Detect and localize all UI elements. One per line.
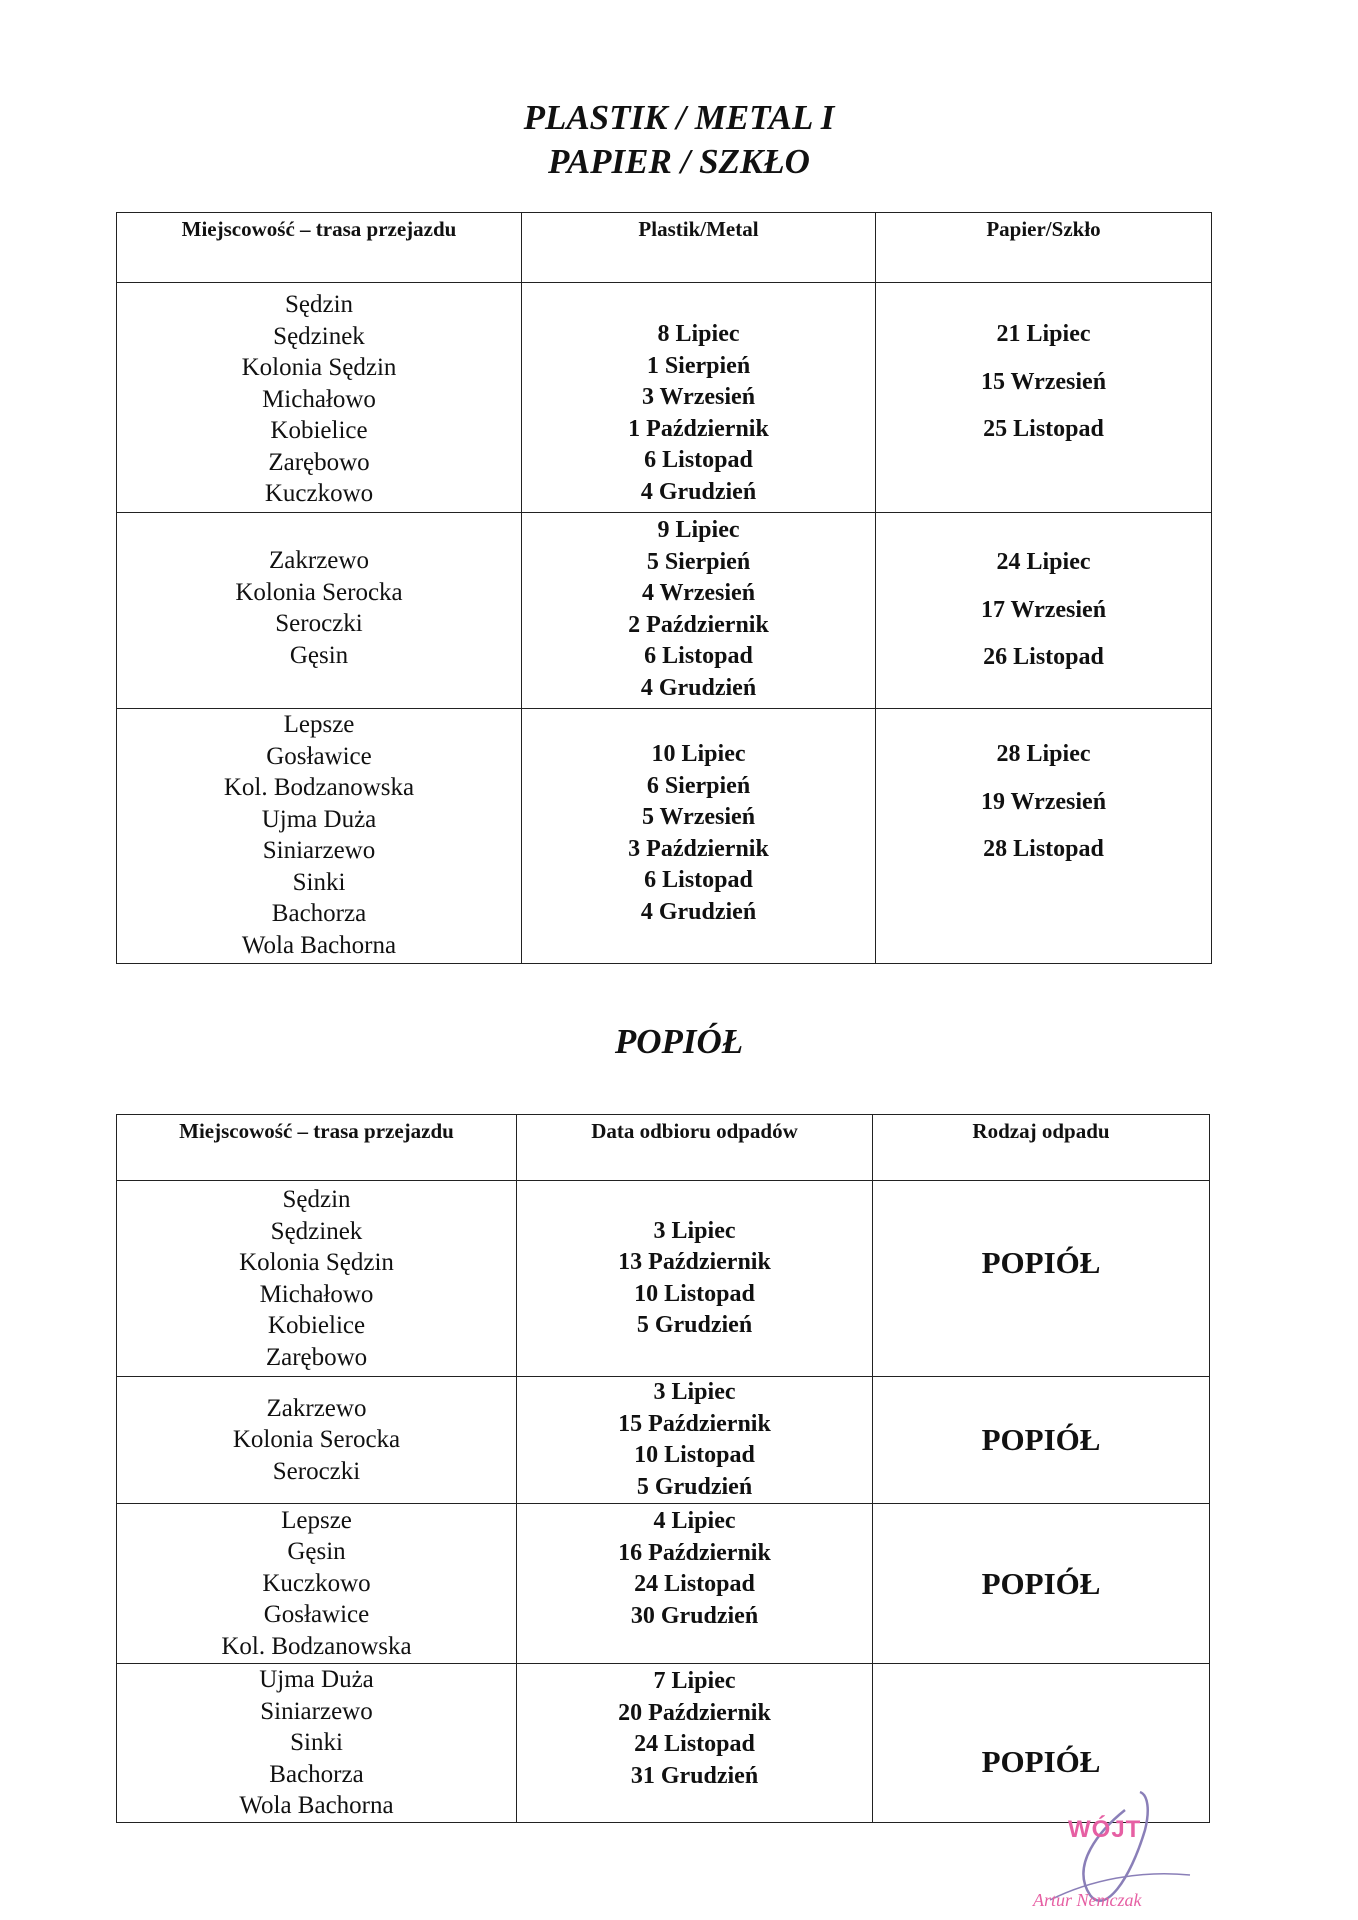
places-cell — [117, 513, 522, 709]
stamp-title: WÓJT — [1068, 1816, 1142, 1843]
places-cell — [117, 1181, 517, 1377]
plastic-dates-cell — [522, 709, 876, 964]
dates-cell — [517, 1664, 873, 1823]
place-name: Zarębowo — [265, 1343, 368, 1371]
waste-type: POPIÓŁ — [981, 1422, 1101, 1457]
date: 10 Listopad — [634, 1442, 755, 1468]
waste-type: POPIÓŁ — [981, 1565, 1101, 1601]
date: 24 Listopad — [634, 1731, 755, 1757]
place-name: Kol. Bodzanowska — [223, 774, 415, 801]
plastic-dates-cell — [522, 283, 876, 513]
date: 15 Październik — [618, 1410, 771, 1437]
date: 5 Grudzień — [636, 1473, 753, 1500]
place-name: Seroczki — [272, 1457, 361, 1485]
date: 24 Lipiec — [996, 549, 1091, 575]
date: 28 Listopad — [983, 836, 1104, 862]
place-name: Zakrzewo — [266, 1394, 367, 1422]
place-name: Ujma Duża — [261, 805, 377, 833]
place-name: Sinki — [292, 868, 346, 896]
places-cell — [117, 283, 522, 513]
place-name: Kobielice — [270, 417, 368, 444]
dates-cell — [517, 1377, 873, 1504]
place-name: Sędzinek — [273, 322, 365, 350]
date: 5 Wrzesień — [641, 804, 756, 830]
place-name: Kolonia Sędzin — [239, 1249, 394, 1276]
date: 26 Listopad — [983, 644, 1104, 670]
place-name: Kuczkowo — [264, 480, 374, 507]
date: 1 Sierpień — [646, 352, 751, 379]
stamp-name: Artur Nemczak — [1033, 1890, 1142, 1910]
date: 7 Lipiec — [653, 1668, 736, 1694]
place-name: Zarębowo — [268, 448, 370, 476]
table-row — [117, 1377, 1210, 1504]
dates-cell — [517, 1504, 873, 1664]
place-name: Seroczki — [275, 610, 363, 637]
header-location: Miejscowość – trasa przejazdu — [117, 1115, 517, 1181]
table-row — [117, 1504, 1210, 1664]
place-name: Ujma Duża — [259, 1666, 374, 1693]
date: 9 Lipiec — [657, 517, 740, 543]
place-name: Sędzinek — [270, 1217, 363, 1245]
date: 10 Lipiec — [651, 741, 746, 767]
date: 24 Listopad — [634, 1571, 755, 1597]
places-cell — [117, 1664, 517, 1823]
date: 20 Październik — [618, 1699, 771, 1726]
waste-type-cell — [873, 1377, 1210, 1504]
waste-type-cell — [873, 1181, 1210, 1377]
place-name: Kolonia Serocka — [235, 578, 403, 606]
date: 6 Listopad — [644, 447, 753, 473]
place-name: Gosławice — [263, 1601, 370, 1629]
date: 5 Sierpień — [646, 548, 751, 575]
date: 30 Grudzień — [630, 1602, 759, 1629]
date: 6 Listopad — [644, 867, 753, 893]
place-name: Gęsin — [287, 1538, 346, 1566]
date: 28 Lipiec — [996, 741, 1091, 767]
header-plastic-metal: Plastik/Metal — [522, 213, 876, 283]
date: 19 Wrzesień — [980, 788, 1107, 815]
plastic-dates-cell — [522, 513, 876, 709]
dates-cell — [517, 1181, 873, 1377]
table-row — [117, 513, 1212, 709]
place-name: Wola Bachorna — [239, 1792, 394, 1819]
paper-dates-cell — [876, 513, 1212, 709]
places-cell — [117, 1504, 517, 1664]
place-name: Sędzin — [284, 291, 354, 318]
section1-title-line2: PAPIER / SZKŁO — [548, 142, 810, 181]
date: 17 Wrzesień — [980, 596, 1107, 623]
place-name: Lepsze — [281, 1506, 352, 1534]
paper-dates-cell — [876, 283, 1212, 513]
place-name: Siniarzewo — [260, 1697, 373, 1725]
place-name: Kolonia Serocka — [232, 1426, 401, 1454]
header-pickup-date: Data odbioru odpadów — [517, 1115, 873, 1181]
place-name: Gęsin — [289, 641, 349, 669]
date: 31 Grudzień — [630, 1762, 759, 1789]
place-name: Sędzin — [282, 1186, 351, 1213]
date: 3 Październik — [628, 835, 769, 862]
date: 2 Październik — [628, 611, 769, 638]
date: 4 Grudzień — [640, 674, 757, 701]
date: 13 Październik — [618, 1249, 771, 1275]
date: 15 Wrzesień — [980, 368, 1107, 395]
waste-type-cell — [873, 1504, 1210, 1664]
date: 4 Wrzesień — [641, 580, 756, 606]
place-name: Gosławice — [266, 742, 372, 770]
waste-type: POPIÓŁ — [981, 1245, 1101, 1280]
place-name: Bachorza — [269, 1760, 364, 1788]
place-name: Sinki — [290, 1729, 343, 1756]
table-row — [117, 709, 1212, 964]
section1-title-line1: PLASTIK / METAL I — [523, 98, 835, 137]
table-row — [117, 1181, 1210, 1377]
ash-table — [116, 1114, 1210, 1823]
place-name: Siniarzewo — [262, 837, 376, 864]
date: 21 Lipiec — [996, 321, 1091, 347]
date: 6 Listopad — [644, 643, 753, 669]
place-name: Michałowo — [262, 385, 376, 413]
date: 4 Lipiec — [653, 1508, 736, 1534]
place-name: Wola Bachorna — [241, 931, 397, 959]
place-name: Bachorza — [271, 900, 367, 927]
plastic-paper-table — [116, 212, 1212, 964]
place-name: Kobielice — [267, 1312, 366, 1339]
paper-dates-cell — [876, 709, 1212, 964]
place-name: Kuczkowo — [262, 1569, 371, 1597]
header-location: Miejscowość – trasa przejazdu — [117, 213, 522, 283]
date: 4 Grudzień — [640, 898, 757, 925]
date: 8 Lipiec — [657, 321, 740, 347]
places-cell — [117, 709, 522, 964]
place-name: Kolonia Sędzin — [241, 354, 397, 381]
date: 25 Listopad — [983, 416, 1104, 442]
date: 5 Grudzień — [636, 1312, 753, 1338]
place-name: Michałowo — [259, 1280, 374, 1308]
header-waste-type: Rodzaj odpadu — [873, 1115, 1210, 1181]
place-name: Kol. Bodzanowska — [221, 1632, 412, 1660]
section2-title: POPIÓŁ — [614, 1022, 744, 1061]
date: 6 Sierpień — [646, 772, 751, 799]
date: 3 Wrzesień — [641, 384, 756, 410]
date: 3 Lipiec — [653, 1217, 736, 1244]
waste-type: POPIÓŁ — [981, 1744, 1101, 1779]
place-name: Zakrzewo — [269, 547, 369, 574]
date: 3 Lipiec — [653, 1379, 736, 1405]
places-cell — [117, 1377, 517, 1504]
table-row — [117, 283, 1212, 513]
place-name: Lepsze — [283, 711, 355, 738]
date: 1 Październik — [628, 415, 769, 442]
date: 4 Grudzień — [640, 478, 757, 505]
date: 10 Listopad — [634, 1280, 755, 1307]
date: 16 Październik — [618, 1539, 771, 1566]
header-paper-glass: Papier/Szkło — [876, 213, 1212, 283]
